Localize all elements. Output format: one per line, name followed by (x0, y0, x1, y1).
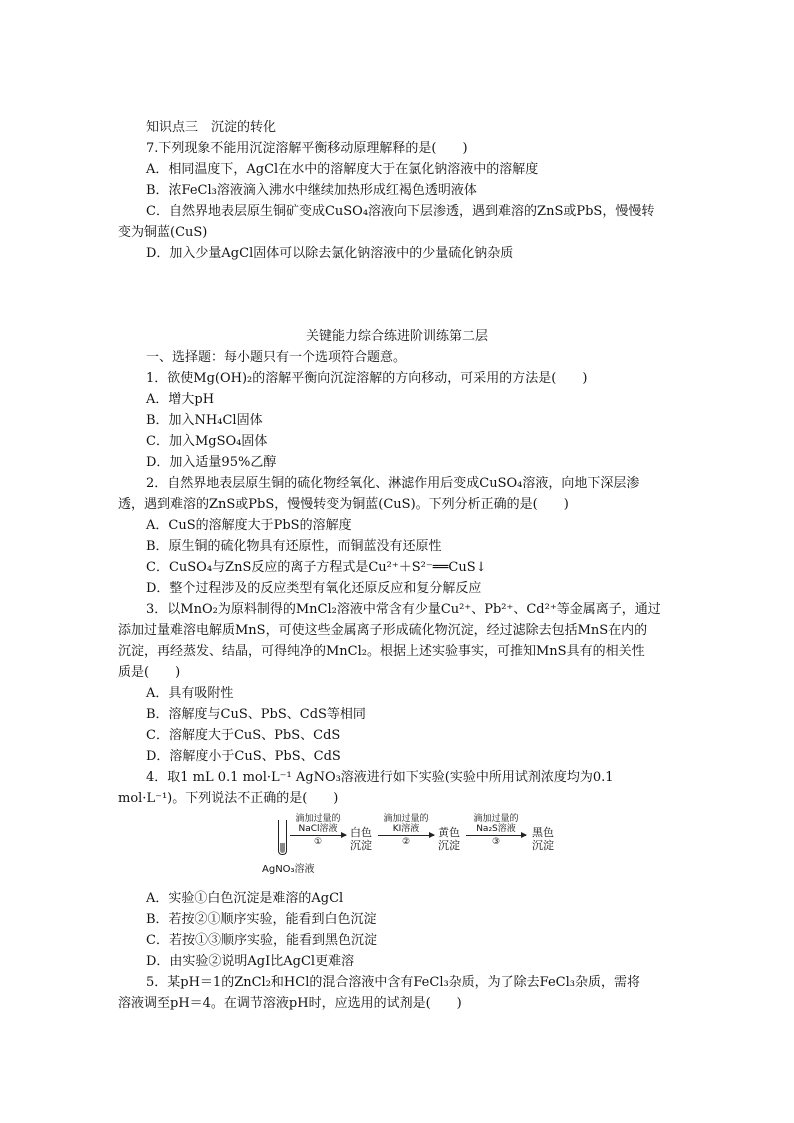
step1-number: ① (313, 837, 323, 847)
q4-stem: 4．取1 mL 0.1 mol·L⁻¹ AgNO₃溶液进行如下实验(实验中所用试剂浓度均为0.1 (146, 770, 614, 785)
step3-number: ③ (491, 837, 501, 847)
step1-label-1: 滴加过量的 (295, 814, 341, 824)
q3-option-a: A．具有吸附性 (146, 686, 234, 701)
arrow-right-icon (378, 835, 434, 836)
q3-option-d: D．溶解度小于CuS、PbS、CdS (146, 749, 341, 764)
q1-option-b: B．加入NH₄Cl固体 (146, 413, 263, 428)
tube-label: AgNO₃溶液 (262, 864, 315, 875)
q2-stem: 2．自然界地表层原生铜的硫化物经氧化、淋滤作用后变成CuSO₄溶液，向地下深层渗 (146, 476, 640, 491)
q7-option-b: B．浓FeCl₃溶液滴入沸水中继续加热形成红褐色透明液体 (146, 183, 477, 198)
q1-option-d: D．加入适量95%乙醇 (146, 455, 277, 470)
step2-label-1: 滴加过量的 (383, 814, 429, 824)
q4-option-a: A．实验①白色沉淀是难溶的AgCl (146, 891, 344, 906)
step2-label-2: KI溶液 (392, 824, 420, 834)
precipitate-1: 白色 沉淀 (350, 826, 372, 852)
step1-label-2: NaCl溶液 (298, 824, 338, 834)
q3-option-c: C．溶解度大于CuS、PbS、CdS (146, 728, 341, 743)
q2-stem-cont: 透，遇到难溶的ZnS或PbS，慢慢转变为铜蓝(CuS)。下列分析正确的是( ) (118, 497, 569, 512)
q3-option-b: B．溶解度与CuS、PbS、CdS等相同 (146, 707, 366, 722)
q4-option-c: C．若按①③顺序实验，能看到黑色沉淀 (146, 933, 377, 948)
q4-option-d: D．由实验②说明AgI比AgCl更难溶 (146, 954, 355, 969)
step2-arrow (378, 814, 434, 847)
q5-stem: 5．某pH＝1的ZnCl₂和HCl的混合溶液中含有FeCl₃杂质，为了除去FeCl₃杂质，需将 (146, 975, 641, 990)
arrow-right-icon (466, 835, 526, 836)
q2-option-b: B．原生铜的硫化物具有还原性，而铜蓝没有还原性 (146, 539, 442, 554)
q4-option-b: B．若按②①顺序实验，能看到白色沉淀 (146, 912, 377, 927)
step3-label-1: 滴加过量的 (473, 814, 519, 824)
q7-stem: 7.下列现象不能用沉淀溶解平衡移动原理解释的是( ) (146, 141, 468, 156)
arrow-right-icon (290, 835, 346, 836)
q4-stem-cont: mol·L⁻¹)。下列说法不正确的是( ) (118, 791, 339, 806)
q3-stem-cont-3: 质是( ) (118, 665, 181, 680)
q2-option-c: C．CuSO₄与ZnS反应的离子方程式是Cu²⁺＋S²⁻══CuS↓ (146, 560, 487, 575)
q7-option-c-cont: 变为铜蓝(CuS) (118, 225, 208, 240)
q7-option-c: C．自然界地表层原生铜矿变成CuSO₄溶液向下层渗透，遇到难溶的ZnS或PbS，慢慢转 (146, 204, 655, 219)
q3-stem: 3．以MnO₂为原料制得的MnCl₂溶液中常含有少量Cu²⁺、Pb²⁺、Cd²⁺等金属离子，通过 (146, 602, 661, 617)
test-tube-icon (278, 820, 287, 855)
step3-label-2: Na₂S溶液 (476, 824, 516, 834)
q3-stem-cont-1: 添加过量难溶电解质MnS，可使这些金属离子形成硫化物沉淀，经过滤除去包括MnS在内的 (118, 623, 648, 638)
precipitate-3: 黑色 沉淀 (532, 826, 554, 852)
q2-option-d: D．整个过程涉及的反应类型有氧化还原反应和复分解反应 (146, 581, 482, 596)
q3-stem-cont-2: 沉淀，再经蒸发、结晶，可得纯净的MnCl₂。根据上述实验事实，可推知MnS具有的相关性 (118, 644, 645, 659)
step3-arrow (466, 814, 526, 847)
precipitate-2: 黄色 沉淀 (438, 826, 460, 852)
level2-title: 关键能力综合练进阶训练第二层 (305, 329, 488, 344)
section-heading: 知识点三 沉淀的转化 (146, 120, 277, 135)
experiment-flow-diagram (262, 812, 562, 876)
step2-number: ② (401, 837, 411, 847)
q1-stem: 1．欲使Mg(OH)₂的溶解平衡向沉淀溶解的方向移动，可采用的方法是( ) (146, 371, 588, 386)
q1-option-c: C．加入MgSO₄固体 (146, 434, 268, 449)
q2-option-a: A．CuS的溶解度大于PbS的溶解度 (146, 518, 352, 533)
q7-option-a: A．相同温度下，AgCl在水中的溶解度大于在氯化钠溶液中的溶解度 (146, 162, 539, 177)
q1-option-a: A．增大pH (146, 392, 215, 407)
q5-stem-cont: 溶液调至pH＝4。在调节溶液pH时，应选用的试剂是( ) (118, 996, 462, 1011)
part1-heading: 一、选择题：每小题只有一个选项符合题意。 (146, 350, 407, 365)
q7-option-d: D．加入少量AgCl固体可以除去氯化钠溶液中的少量硫化钠杂质 (146, 246, 514, 261)
step1-arrow (290, 814, 346, 847)
